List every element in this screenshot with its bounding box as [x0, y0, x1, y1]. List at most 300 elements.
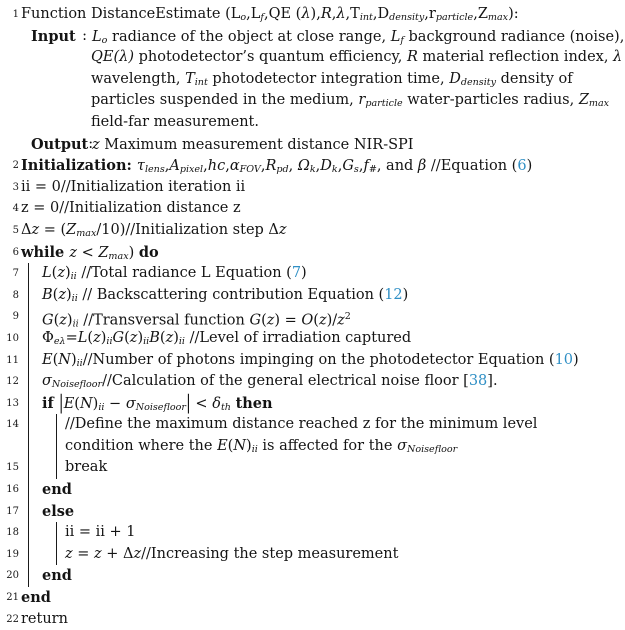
code-segment: , and: [376, 158, 418, 175]
code-text: [65, 436, 457, 458]
code-segment: ii: [71, 292, 78, 304]
code-text: [21, 198, 241, 220]
line-number: [3, 90, 19, 112]
code-segment: Initialization:: [21, 157, 137, 175]
code-segment: o: [101, 34, 108, 46]
line-number: 2: [12, 160, 19, 172]
code-segment: //Define the maximum distance reached z for the minimum level: [65, 416, 538, 433]
code-segment: z: [65, 545, 73, 562]
code-text: [21, 609, 68, 630]
code-segment: L: [77, 329, 88, 346]
code-segment: ii: [76, 357, 83, 369]
code-segment: ,: [288, 158, 298, 175]
line-number: 16: [6, 484, 19, 496]
line-number: 6: [12, 246, 19, 258]
io-label-text: Output: [31, 135, 89, 153]
code-segment: ,r: [424, 6, 436, 22]
code-segment: D: [320, 158, 332, 175]
code-segment: eλ: [53, 336, 66, 347]
line-number: 22: [6, 613, 19, 625]
code-segment: ): [70, 351, 77, 368]
code-text: [42, 371, 498, 393]
code-text: [42, 393, 273, 415]
code-segment: (: [52, 286, 59, 303]
algo-line: [3, 134, 625, 156]
code-segment: <: [76, 244, 99, 261]
code-segment: z: [133, 545, 142, 562]
code-segment: f: [260, 12, 264, 24]
algo-line: [3, 242, 625, 264]
code-segment: N: [79, 395, 93, 412]
code-text: [91, 90, 609, 112]
code-segment: ): [301, 265, 307, 282]
code-segment: ,: [358, 158, 364, 175]
code-segment: r: [358, 92, 366, 109]
algo-line: [3, 47, 625, 69]
line-number: [3, 134, 19, 156]
code-segment: z: [92, 136, 100, 153]
code-segment: then: [235, 394, 273, 412]
code-segment: z: [69, 244, 77, 261]
code-segment: ,: [164, 158, 170, 175]
code-segment: s: [353, 164, 359, 176]
code-text: [42, 350, 579, 372]
line-number: 18: [6, 527, 19, 539]
code-segment: ): [100, 329, 107, 346]
code-segment: L: [390, 28, 401, 45]
block-indent-rule: [28, 350, 29, 372]
code-text: [42, 565, 72, 587]
code-segment: ,D: [372, 6, 390, 22]
code-text: [21, 4, 519, 26]
code-segment: ii: [143, 336, 150, 347]
code-segment: //Total radiance L Equation (: [76, 265, 292, 282]
code-segment: G: [112, 329, 125, 346]
line-number: 17: [6, 505, 19, 517]
code-segment: break: [65, 459, 108, 476]
algo-line: [3, 587, 625, 609]
code-segment: k: [331, 164, 338, 176]
block-indent-rule: [28, 522, 29, 544]
line-number: [3, 69, 19, 91]
code-segment: ): [246, 437, 252, 454]
algo-line: [3, 198, 625, 220]
code-segment: Δ: [21, 221, 32, 238]
code-segment: ,: [203, 158, 208, 175]
code-segment: f: [400, 34, 404, 46]
code-segment: return: [21, 610, 68, 627]
code-segment: QE(λ): [91, 49, 134, 66]
algo-line: [3, 565, 625, 587]
code-segment: f: [363, 158, 369, 175]
code-segment: field-far measurement.: [91, 113, 259, 130]
code-segment: B: [149, 329, 160, 346]
algo-line: [3, 501, 625, 523]
block-indent-rule: [56, 436, 57, 458]
code-segment: O: [301, 312, 314, 329]
line-number: 21: [6, 592, 19, 604]
code-segment: is affected for the: [257, 437, 398, 454]
block-indent-rule: [28, 501, 29, 523]
code-segment: wavelength,: [91, 70, 186, 87]
code-segment: ): [92, 395, 99, 412]
block-indent-rule: [56, 544, 57, 566]
code-segment: z: [93, 329, 101, 346]
block-indent-rule: [56, 522, 57, 544]
code-segment: ): [137, 329, 144, 346]
line-number: 15: [6, 462, 19, 474]
block-indent-rule: [28, 436, 29, 458]
reference-link[interactable]: 38: [468, 373, 488, 390]
code-segment: (: [51, 265, 58, 282]
code-segment: ,QE (: [263, 6, 302, 22]
code-segment: ii: [251, 443, 258, 455]
code-segment: radiance of the object at close range,: [107, 28, 391, 45]
code-segment: FOV: [239, 164, 261, 176]
code-segment: Ω: [297, 158, 310, 175]
code-segment: ii: [72, 318, 79, 330]
code-segment: (: [261, 312, 267, 329]
code-segment: pd: [276, 164, 289, 176]
code-segment: |: [58, 392, 64, 415]
algo-line: [3, 436, 625, 458]
code-segment: λ: [613, 49, 623, 66]
code-segment: photodetector integration time,: [207, 70, 450, 87]
code-segment: end: [42, 567, 72, 585]
code-text: [42, 479, 72, 501]
code-segment: th: [220, 401, 231, 413]
code-text: [91, 112, 259, 134]
code-segment: ): [573, 351, 579, 368]
line-number: 13: [6, 397, 19, 409]
code-segment: end: [21, 589, 51, 607]
algo-line: [3, 263, 625, 285]
code-segment: Z: [578, 92, 589, 109]
block-indent-rule: [28, 544, 29, 566]
code-segment: end: [42, 481, 72, 499]
reference-link[interactable]: 6: [517, 158, 527, 175]
code-text: [65, 457, 107, 479]
code-segment: (: [124, 329, 130, 346]
algo-line: [3, 90, 625, 112]
algo-line: [3, 177, 625, 199]
code-segment: β: [417, 158, 427, 175]
code-segment: −: [104, 395, 126, 412]
line-number: 20: [6, 570, 19, 582]
code-segment: ,: [315, 158, 321, 175]
code-segment: photodetector’s quantum efficiency,: [133, 49, 407, 66]
algo-line: [3, 609, 625, 630]
code-segment: R: [265, 158, 277, 175]
code-segment: N: [58, 351, 71, 368]
line-number: 9: [12, 311, 19, 323]
algo-line: [3, 350, 625, 372]
block-indent-rule: [28, 479, 29, 501]
code-segment: =: [72, 545, 95, 562]
code-segment: ):: [508, 6, 519, 22]
algo-line: [3, 479, 625, 501]
code-segment: ,: [225, 158, 230, 175]
code-segment: Maximum measurement distance NIR-SPI: [99, 136, 414, 153]
code-text: [65, 522, 136, 544]
io-label-colon: :: [88, 135, 94, 152]
code-text: [21, 587, 51, 609]
code-segment: B: [42, 286, 53, 303]
line-number: 19: [6, 548, 19, 560]
code-segment: //Level of irradiation captured: [185, 329, 412, 346]
code-segment: ii: [70, 271, 77, 283]
algo-line: [3, 285, 625, 307]
code-segment: L: [92, 28, 102, 45]
algo-line: [3, 306, 625, 328]
code-segment: ,T: [345, 6, 360, 22]
code-segment: particle: [435, 12, 474, 24]
code-text: [21, 155, 532, 177]
line-number: 7: [12, 268, 19, 280]
code-text: [21, 242, 159, 264]
code-segment: (: [227, 437, 234, 454]
code-segment: ii = 0//Initialization iteration ii: [21, 178, 246, 195]
code-segment: //Number of photons impinging on the photodetector Equation (: [82, 351, 555, 368]
io-label: [31, 134, 94, 156]
code-segment: )/: [326, 312, 338, 329]
code-segment: #: [368, 164, 377, 176]
code-segment: //Equation (: [426, 158, 518, 175]
code-segment: R: [320, 6, 332, 22]
algo-line: [3, 414, 625, 436]
code-segment: ),: [310, 6, 321, 22]
code-segment: ,: [260, 158, 266, 175]
code-segment: z: [337, 312, 345, 329]
code-text: [42, 285, 408, 307]
code-segment: ii: [98, 401, 105, 413]
block-indent-rule: [28, 565, 29, 587]
code-segment: z: [278, 221, 287, 238]
code-segment: //Calculation of the general electrical noise floor [: [102, 373, 469, 390]
code-segment: Noisefloor: [51, 379, 103, 391]
code-segment: ii: [178, 336, 185, 347]
line-number: 8: [12, 289, 19, 301]
io-label-colon: :: [82, 27, 87, 44]
code-text: [21, 220, 287, 242]
code-segment: σ: [397, 437, 407, 454]
code-segment: ): [128, 244, 139, 261]
code-segment: N: [233, 437, 247, 454]
code-segment: ,Z: [473, 6, 488, 22]
code-text: [42, 501, 74, 523]
line-number: 10: [6, 332, 19, 344]
code-segment: material reflection index,: [417, 49, 614, 66]
block-indent-rule: [28, 393, 29, 415]
code-text: [42, 328, 411, 350]
code-segment: max: [588, 98, 610, 110]
code-segment: pixel: [179, 164, 204, 176]
code-segment: o: [240, 12, 247, 24]
code-segment: T: [185, 70, 195, 87]
code-segment: 2: [344, 311, 351, 323]
code-segment: particles suspended in the medium,: [91, 92, 359, 109]
line-number: 3: [12, 181, 19, 193]
block-indent-rule: [28, 285, 29, 307]
code-segment: α: [229, 158, 240, 175]
code-segment: z: [129, 329, 138, 346]
code-text: [31, 26, 624, 48]
code-segment: τ: [136, 158, 145, 175]
code-segment: ): [65, 286, 72, 303]
code-segment: else: [42, 502, 75, 520]
code-segment: E: [217, 437, 228, 454]
algo-line: [3, 69, 625, 91]
block-indent-rule: [28, 414, 29, 436]
block-indent-rule: [56, 457, 57, 479]
algo-line: [3, 457, 625, 479]
code-segment: /10)//Initialization step Δ: [96, 221, 279, 238]
code-segment: G: [249, 312, 262, 329]
algo-line: [3, 544, 625, 566]
code-segment: |: [185, 392, 191, 415]
algo-line: [3, 4, 625, 26]
block-indent-rule: [28, 457, 29, 479]
code-text: [65, 544, 398, 566]
code-segment: water-particles radius,: [402, 92, 579, 109]
code-text: [65, 414, 537, 436]
code-segment: ii: [106, 336, 113, 347]
code-segment: G: [342, 158, 354, 175]
block-indent-rule: [56, 414, 57, 436]
code-segment: // Backscattering contribution Equation (: [77, 286, 385, 303]
reference-link[interactable]: 12: [384, 286, 403, 303]
code-segment: int: [359, 12, 373, 24]
block-indent-rule: [28, 371, 29, 393]
code-segment: Noisefloor: [135, 401, 186, 413]
code-segment: =: [65, 329, 78, 346]
code-segment: k: [309, 164, 316, 176]
code-segment: ,: [331, 6, 337, 22]
code-segment: z: [94, 545, 102, 562]
algo-line: [3, 371, 625, 393]
code-segment: background radiance (noise),: [403, 28, 625, 45]
code-segment: ) =: [274, 312, 302, 329]
line-number: [3, 47, 19, 69]
code-segment: ): [64, 265, 71, 282]
io-label: [31, 26, 87, 48]
code-segment: if: [42, 394, 59, 412]
code-segment: ): [526, 158, 533, 175]
code-text: [21, 177, 245, 199]
code-segment: G: [42, 312, 54, 329]
code-text: [31, 134, 414, 156]
code-segment: δ: [212, 395, 221, 412]
block-indent-rule: [28, 263, 29, 285]
code-segment: ,L: [246, 6, 261, 22]
reference-link[interactable]: 7: [291, 265, 302, 282]
algo-line: [3, 155, 625, 177]
code-segment: ii = ii + 1: [65, 524, 136, 541]
code-segment: //Transversal function: [78, 312, 250, 329]
line-number: [3, 112, 19, 134]
code-segment: ,: [337, 158, 343, 175]
code-segment: = (: [39, 221, 67, 238]
code-text: [91, 69, 573, 91]
code-segment: λ: [301, 6, 311, 22]
code-segment: Noisefloor: [406, 443, 458, 455]
code-segment: (: [313, 312, 319, 329]
code-segment: (: [159, 329, 166, 346]
code-segment: σ: [42, 373, 52, 390]
code-text: [42, 263, 307, 285]
code-segment: (: [53, 312, 60, 329]
code-segment: density: [460, 76, 496, 88]
code-segment: E: [63, 395, 75, 412]
code-segment: density of: [496, 70, 573, 87]
code-segment: Φ: [42, 329, 54, 346]
code-segment: density: [389, 12, 425, 24]
block-indent-rule: [28, 306, 29, 328]
code-segment: (: [74, 395, 80, 412]
code-segment: hc: [207, 158, 226, 175]
code-segment: A: [169, 158, 180, 175]
code-text: [91, 47, 622, 69]
code-segment: max: [487, 12, 509, 24]
code-segment: ].: [487, 373, 498, 390]
code-segment: Z: [98, 244, 109, 261]
code-segment: z: [165, 329, 174, 346]
code-segment: int: [194, 76, 208, 88]
line-number: 1: [12, 9, 19, 20]
code-segment: z: [318, 312, 327, 329]
algo-line: [3, 328, 625, 350]
code-segment: max: [108, 250, 129, 262]
code-segment: z: [59, 312, 67, 329]
code-segment: R: [406, 49, 418, 66]
line-number: 4: [12, 203, 19, 215]
code-segment: z: [31, 221, 40, 238]
code-segment: z: [58, 286, 66, 303]
line-number: 5: [12, 224, 19, 236]
code-segment: z = 0//Initialization distance z: [21, 200, 241, 217]
line-number: [3, 26, 19, 48]
code-segment: while: [21, 243, 70, 261]
io-label-text: Input: [31, 27, 76, 45]
block-indent-rule: [28, 328, 29, 350]
code-segment: <: [190, 395, 213, 412]
code-segment: L: [42, 265, 52, 282]
code-segment: ): [66, 312, 73, 329]
code-segment: particle: [365, 98, 403, 110]
code-segment: z: [266, 312, 275, 329]
code-segment: D: [449, 70, 461, 87]
line-number: 11: [6, 354, 19, 366]
line-number: [3, 436, 19, 458]
algo-line: [3, 26, 625, 48]
code-segment: condition where the: [65, 437, 218, 454]
code-segment: max: [76, 228, 97, 240]
code-segment: ): [402, 286, 409, 303]
code-segment: ): [173, 329, 179, 346]
code-segment: Function DistanceEstimate (L: [21, 6, 241, 22]
line-number: 14: [6, 419, 19, 431]
code-segment: σ: [125, 395, 136, 412]
code-segment: (: [52, 351, 59, 368]
code-segment: (: [87, 329, 94, 346]
algo-line: [3, 220, 625, 242]
code-segment: λ: [336, 6, 346, 22]
code-text: [42, 306, 351, 328]
line-number: 12: [6, 376, 19, 388]
algo-line: [3, 112, 625, 134]
code-segment: + Δ: [101, 545, 134, 562]
reference-link[interactable]: 10: [554, 351, 574, 368]
